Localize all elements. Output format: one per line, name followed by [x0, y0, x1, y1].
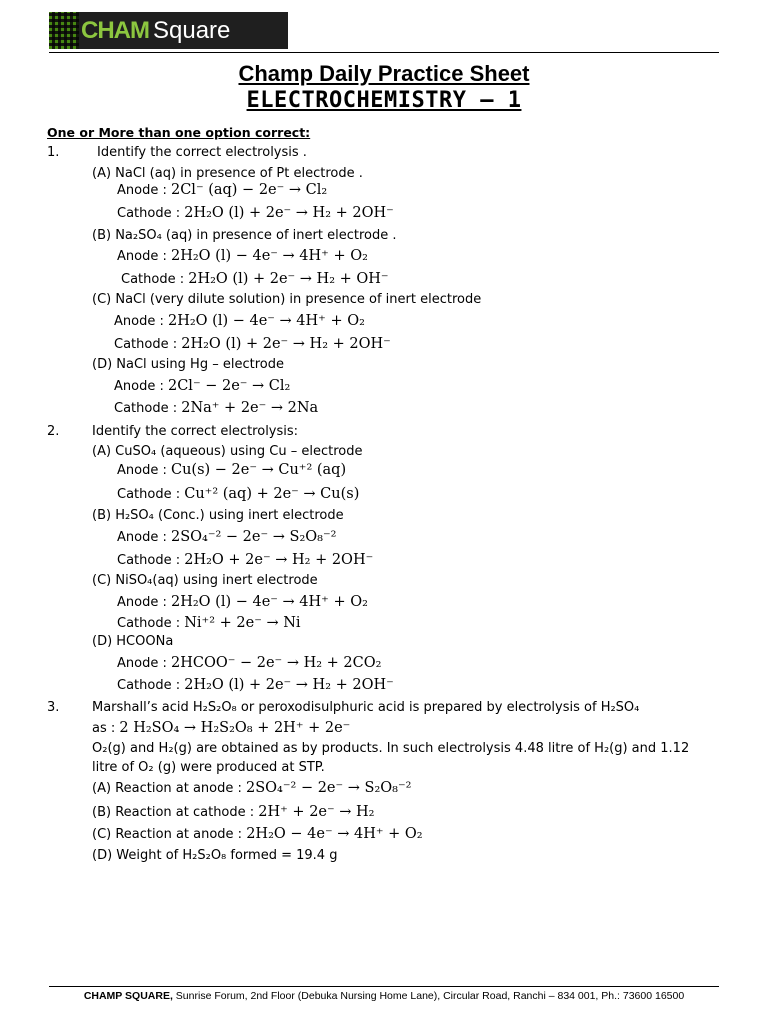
line-text: Cathode : [114, 401, 182, 416]
line-text: Cathode : [121, 272, 189, 287]
line-text: (C) NaCl (very dilute solution) in presence of inert electrode [92, 292, 482, 307]
chemical-equation: Ni⁺² + 2e⁻ → Ni [184, 615, 301, 631]
text-line [92, 634, 173, 650]
line-text: Identify the correct electrolysis . [97, 145, 307, 160]
line-text: (B) H₂SO₄ (Conc.) using inert electrode [92, 508, 344, 523]
text-line [92, 508, 344, 524]
equation-line [117, 182, 327, 199]
equation-line [117, 462, 346, 479]
line-text: (B) Na₂SO₄ (aq) in presence of inert electrode . [92, 228, 397, 243]
chemical-equation: 2H₂O (l) + 2e⁻ → H₂ + OH⁻ [188, 271, 389, 287]
chemical-equation: 2H₂O (l) − 4e⁻ → 4H⁺ + O₂ [170, 248, 368, 264]
champ-square-logo [49, 12, 288, 49]
line-text: (C) NiSO₄(aq) using inert electrode [92, 573, 318, 588]
line-text: (D) HCOONa [92, 634, 174, 649]
line-text: (D) Weight of H₂S₂O₈ formed = 19.4 g [92, 848, 338, 863]
line-text: Anode : [117, 463, 171, 478]
text-line [92, 444, 362, 460]
chemical-equation: 2HCOO⁻ − 2e⁻ → H₂ + 2CO₂ [170, 655, 382, 671]
equation-line [117, 248, 368, 265]
line-text: Cathode : [117, 678, 185, 693]
equation-line [117, 486, 359, 503]
chemical-equation: Cu⁺² (aq) + 2e⁻ → Cu(s) [184, 486, 360, 502]
line-text: as : [92, 721, 120, 736]
line-text: O₂(g) and H₂(g) are obtained as by products. In such electrolysis 4.48 litre of H₂(g) and 1.12 [92, 741, 690, 756]
chemical-equation: 2 H₂SO₄ → H₂S₂O₈ + 2H⁺ + 2e⁻ [119, 720, 351, 736]
footer-address [0, 990, 768, 1002]
line-text: Anode : [117, 183, 171, 198]
text-line [92, 741, 689, 757]
section-heading: One or More than one option correct: [47, 125, 311, 140]
equation-line [117, 677, 394, 694]
equation-line [92, 804, 374, 821]
equation-line [117, 552, 373, 569]
line-text: (A) CuSO₄ (aqueous) using Cu – electrode [92, 444, 363, 459]
chemical-equation: 2H₂O + 2e⁻ → H₂ + 2OH⁻ [184, 552, 374, 568]
text-line [92, 166, 363, 182]
line-text: Anode : [114, 379, 168, 394]
equation-line [121, 271, 389, 288]
chemical-equation: 2H₂O (l) + 2e⁻ → H₂ + 2OH⁻ [184, 677, 394, 693]
text-line [92, 760, 325, 776]
chemical-equation: 2SO₄⁻² − 2e⁻ → S₂O₈⁻² [246, 780, 412, 796]
logo-brand-right: Square [153, 16, 231, 44]
page-subtitle: ELECTROCHEMISTRY – 1 [246, 88, 522, 113]
equation-line [114, 336, 391, 353]
line-text: Anode : [114, 314, 168, 329]
footer-divider [49, 986, 719, 987]
equation-line [114, 400, 318, 417]
question-number: 2. [47, 424, 60, 439]
text-line [92, 848, 337, 864]
line-text: Cathode : [117, 616, 185, 631]
equation-line [117, 655, 381, 672]
equation-line [117, 529, 336, 546]
line-text: (A) Reaction at anode : [92, 781, 247, 796]
text-line [92, 357, 284, 373]
header-divider [49, 52, 719, 53]
text-line [97, 145, 307, 161]
line-text: (C) Reaction at anode : [92, 827, 247, 842]
line-text: (D) NaCl using Hg – electrode [92, 357, 284, 372]
footer-company: CHAMP SQUARE, [83, 990, 173, 1002]
chemical-equation: 2SO₄⁻² − 2e⁻ → S₂O₈⁻² [170, 529, 337, 545]
logo-brand-left: CHAM [81, 16, 149, 44]
text-line [92, 573, 318, 589]
equation-line [117, 594, 368, 611]
chemical-equation: Cu(s) − 2e⁻ → Cu⁺² (aq) [170, 462, 347, 478]
text-line [92, 228, 396, 244]
line-text: Cathode : [114, 337, 182, 352]
chemical-equation: 2H₂O (l) + 2e⁻ → H₂ + 2OH⁻ [184, 205, 394, 221]
text-line [92, 424, 298, 440]
chemical-equation: 2H₂O (l) − 4e⁻ → 4H⁺ + O₂ [170, 594, 368, 610]
chemical-equation: 2H₂O (l) − 4e⁻ → 4H⁺ + O₂ [167, 313, 365, 329]
line-text: Cathode : [117, 553, 185, 568]
line-text: litre of O₂ (g) were produced at STP. [92, 760, 325, 775]
equation-line [117, 615, 301, 632]
chemical-equation: 2Cl⁻ − 2e⁻ → Cl₂ [167, 378, 291, 394]
chemical-equation: 2H₂O − 4e⁻ → 4H⁺ + O₂ [246, 826, 423, 842]
equation-line [114, 313, 365, 330]
line-text: Anode : [117, 530, 171, 545]
text-line [92, 292, 481, 308]
equation-line [117, 205, 394, 222]
page-title: Champ Daily Practice Sheet [238, 61, 530, 86]
question-number: 3. [47, 700, 60, 715]
line-text: Marshall’s acid H₂S₂O₈ or peroxodisulphuric acid is prepared by electrolysis of H₂SO₄ [92, 700, 640, 715]
equation-line [114, 378, 290, 395]
equation-line [92, 720, 350, 737]
logo-grid-icon [49, 12, 79, 49]
equation-line [92, 780, 411, 797]
line-text: Anode : [117, 249, 171, 264]
question-number: 1. [47, 145, 60, 160]
footer-address-text: Sunrise Forum, 2nd Floor (Debuka Nursing Home Lane), Circular Road, Ranchi – 834 001, Ph.: 73600 16500 [172, 990, 685, 1002]
line-text: Anode : [117, 595, 171, 610]
line-text: Cathode : [117, 206, 185, 221]
line-text: Anode : [117, 656, 171, 671]
line-text: Identify the correct electrolysis: [92, 424, 299, 439]
equation-line [92, 826, 423, 843]
line-text: Cathode : [117, 487, 185, 502]
chemical-equation: 2Na⁺ + 2e⁻ → 2Na [181, 400, 319, 416]
chemical-equation: 2H⁺ + 2e⁻ → H₂ [258, 804, 375, 820]
text-line [92, 700, 639, 716]
line-text: (A) NaCl (aq) in presence of Pt electrode . [92, 166, 363, 181]
chemical-equation: 2Cl⁻ (aq) − 2e⁻ → Cl₂ [170, 182, 328, 198]
line-text: (B) Reaction at cathode : [92, 805, 259, 820]
chemical-equation: 2H₂O (l) + 2e⁻ → H₂ + 2OH⁻ [181, 336, 391, 352]
